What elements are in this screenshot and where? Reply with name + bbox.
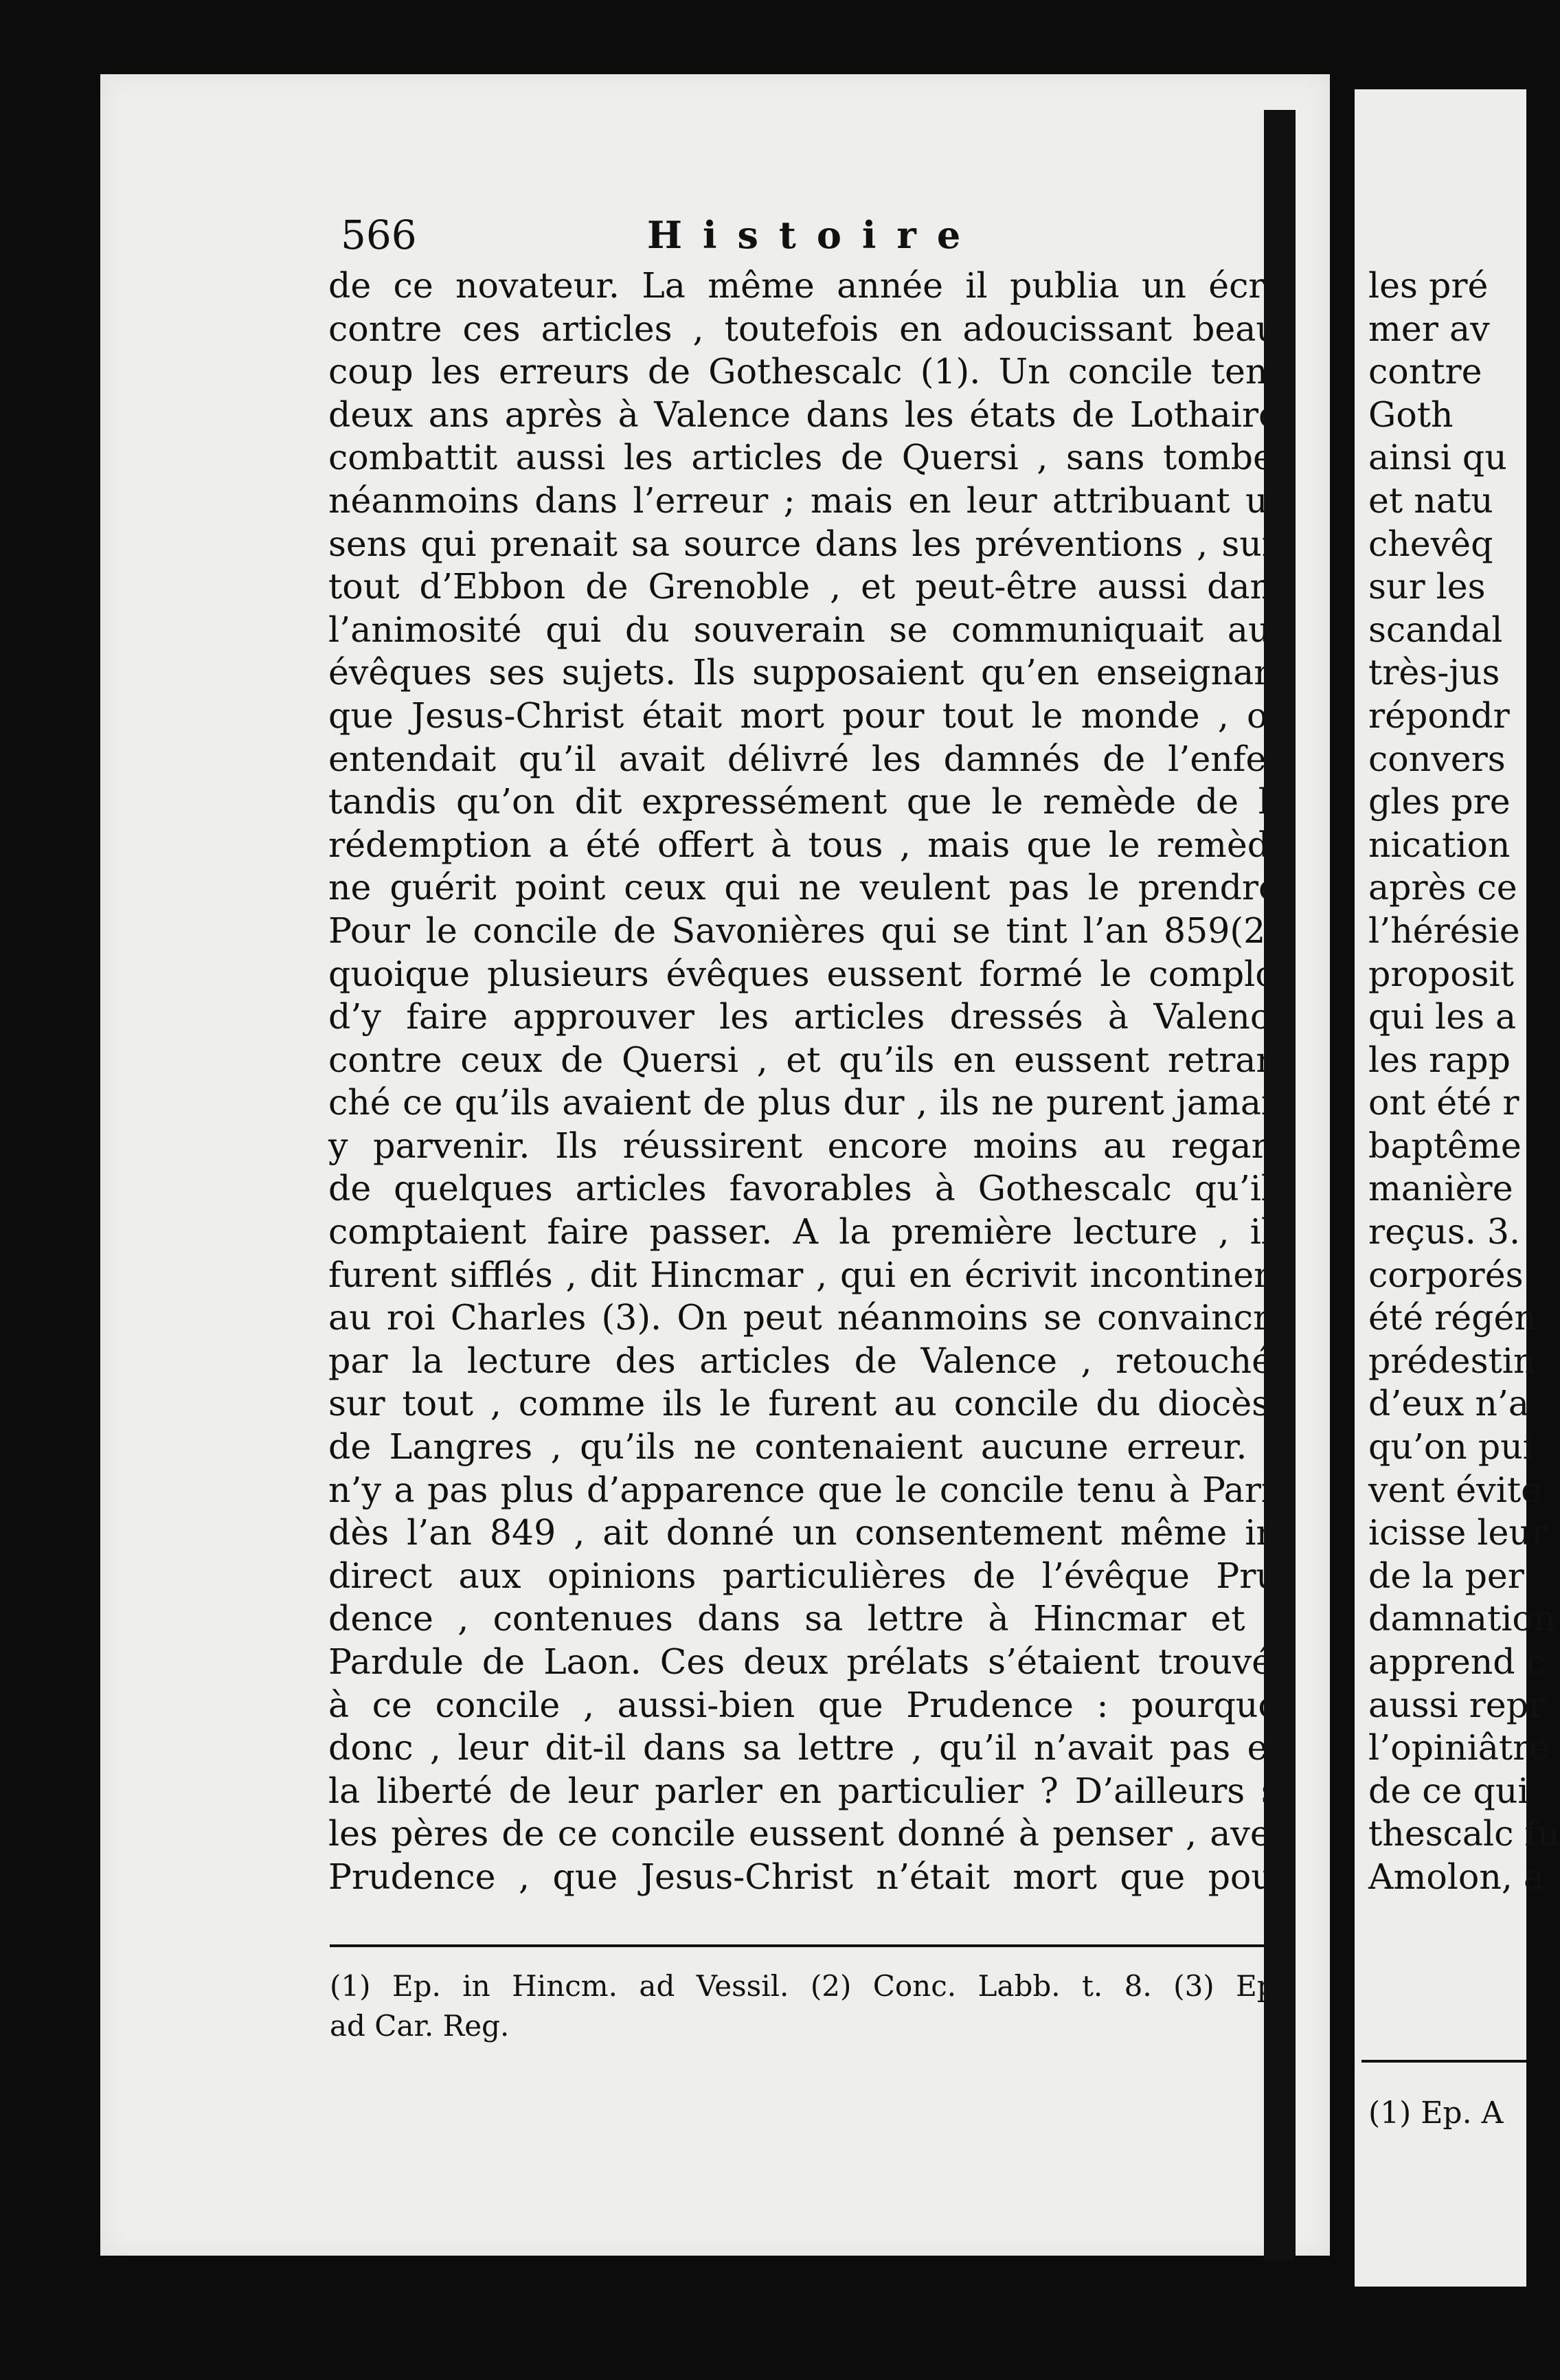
body-text-line: sens qui prenait sa source dans les préventions , sur-: [328, 523, 1290, 564]
body-text-line: deux ans après à Valence dans les états de Lothaire,: [328, 394, 1290, 435]
body-text-line: que Jesus-Christ était mort pour tout le monde , on: [328, 695, 1290, 736]
right-page-line: icisse leur: [1368, 1512, 1548, 1553]
right-page-line: ainsi qu: [1368, 437, 1507, 478]
body-text-line: d’y faire approuver les articles dressés à Valence: [328, 996, 1290, 1037]
right-page-line: de ce qui: [1368, 1770, 1529, 1811]
right-page-line: corporés: [1368, 1254, 1524, 1295]
right-page-line: après ce: [1368, 867, 1517, 908]
right-page-line: de la per: [1368, 1555, 1524, 1596]
right-footnote: (1) Ep. A: [1368, 2096, 1504, 2131]
right-page-line: qu’on pui: [1368, 1426, 1534, 1468]
body-text-line: comptaient faire passer. A la première lecture , ils: [328, 1211, 1290, 1253]
body-text-line: Pardule de Laon. Ces deux prélats s’étaient trouvés: [328, 1641, 1290, 1682]
body-text-line: par la lecture des articles de Valence , retouchés: [328, 1340, 1290, 1381]
right-page-line: Goth: [1368, 394, 1454, 435]
body-text-line: Pour le concile de Savonières qui se tint l’an 859(2),: [328, 910, 1290, 951]
body-text-line: dence , contenues dans sa lettre à Hincmar et à: [328, 1598, 1290, 1639]
right-page-line: convers: [1368, 738, 1506, 779]
body-text-line: contre ces articles , toutefois en adoucissant beau-: [328, 308, 1290, 349]
right-page-line: manière: [1368, 1168, 1513, 1209]
body-text-line: à ce concile , aussi-bien que Prudence : pourquoi: [328, 1684, 1290, 1725]
right-page-line: l’opiniâtre: [1368, 1727, 1550, 1769]
body-text-line: n’y a pas plus d’apparence que le concile tenu à Paris: [328, 1469, 1290, 1510]
body-text-line: entendait qu’il avait délivré les damnés de l’enfer,: [328, 738, 1290, 779]
right-page-line: d’eux n’a: [1368, 1383, 1530, 1424]
body-text-line: néanmoins dans l’erreur ; mais en leur attribuant un: [328, 480, 1290, 521]
running-head: [341, 212, 1289, 267]
right-page-line: ont été r: [1368, 1082, 1519, 1123]
body-text-line: évêques ses sujets. Ils supposaient qu’en enseignant: [328, 652, 1290, 693]
body-text-line: rédemption a été offert à tous , mais que le remède: [328, 824, 1290, 865]
footnote-line: ad Car. Reg.: [330, 2009, 510, 2043]
right-page-line: proposit: [1368, 953, 1514, 994]
footnote-rule: [330, 1944, 1285, 1947]
right-page-line: nication: [1368, 824, 1511, 865]
right-page-line: et natu: [1368, 480, 1493, 521]
right-page-line: répondr: [1368, 695, 1510, 736]
body-text-line: sur tout , comme ils le furent au concile du diocèse: [328, 1383, 1290, 1424]
right-page-line: chevêq: [1368, 523, 1493, 564]
body-text-line: au roi Charles (3). On peut néanmoins se convaincre: [328, 1297, 1290, 1338]
body-text-line: de quelques articles favorables à Gothescalc qu’ils: [328, 1168, 1290, 1209]
right-page-line: thescalc fu: [1368, 1813, 1560, 1854]
right-page-line: vent évite: [1368, 1469, 1542, 1510]
right-page-line: prédestin: [1368, 1340, 1536, 1381]
body-text-line: l’animosité qui du souverain se communiquait aux: [328, 609, 1290, 650]
right-page-line: été régén: [1368, 1297, 1537, 1338]
right-page-line: gles pre: [1368, 781, 1511, 822]
footnote-line: (1) Ep. in Hincm. ad Vessil. (2) Conc. Labb. t. 8. (3) Ep.: [330, 1969, 1285, 2003]
right-page-line: contre: [1368, 351, 1482, 392]
footnotes: [330, 1966, 1285, 2046]
right-page-line: mer av: [1368, 308, 1490, 349]
right-page-line: très-jus: [1368, 652, 1500, 693]
body-text-line: tandis qu’on dit expressément que le remède de la: [328, 781, 1290, 822]
body-text-line: de ce novateur. La même année il publia un écrit: [328, 265, 1290, 306]
body-text-line: combattit aussi les articles de Quersi , sans tomber: [328, 437, 1290, 478]
body-text-line: donc , leur dit-il dans sa lettre , qu’il n’avait pas eu: [328, 1727, 1290, 1769]
body-text-line: direct aux opinions particulières de l’évêque Pru-: [328, 1555, 1290, 1596]
body-text-line: tout d’Ebbon de Grenoble , et peut-être aussi dans: [328, 566, 1290, 607]
body-text-line: y parvenir. Ils réussirent encore moins au regard: [328, 1125, 1290, 1166]
body-text-line: Prudence , que Jesus-Christ n’était mort que pour: [328, 1856, 1290, 1897]
body-text-line: quoique plusieurs évêques eussent formé le complot: [328, 953, 1290, 994]
body-text: [328, 265, 1290, 1899]
right-page-line: qui les a: [1368, 996, 1517, 1037]
right-page-line: l’hérésie: [1368, 910, 1520, 951]
body-text-line: dès l’an 849 , ait donné un consentement même in-: [328, 1512, 1290, 1553]
body-text-line: furent sifflés , dit Hincmar , qui en écrivit incontinent: [328, 1254, 1290, 1295]
right-page-line: Amolon, a: [1368, 1856, 1545, 1897]
page-number: 566: [341, 212, 417, 258]
right-page-line: aussi repr: [1368, 1684, 1546, 1725]
right-page-line: scandal: [1368, 609, 1503, 650]
body-text-line: ché ce qu’ils avaient de plus dur , ils ne purent jamais: [328, 1082, 1290, 1123]
right-footnote-rule: [1361, 2060, 1526, 2063]
right-page-line: sur les: [1368, 566, 1486, 607]
right-page: [1355, 89, 1560, 2287]
right-page-line: apprend c: [1368, 1641, 1546, 1682]
body-text-line: la liberté de leur parler en particulier ? D’ailleurs si: [328, 1770, 1290, 1811]
right-page-line: reçus. 3.: [1368, 1211, 1521, 1253]
body-text-line: coup les erreurs de Gothescalc (1). Un concile tenu: [328, 351, 1290, 392]
right-page-line: damnation: [1368, 1598, 1556, 1639]
body-text-line: les pères de ce concile eussent donné à penser , avec: [328, 1813, 1290, 1854]
right-page-text: [1368, 265, 1560, 1899]
body-text-line: de Langres , qu’ils ne contenaient aucune erreur. Il: [328, 1426, 1290, 1468]
body-text-line: contre ceux de Quersi , et qu’ils en eussent retran-: [328, 1039, 1290, 1080]
body-text-line: ne guérit point ceux qui ne veulent pas le prendre.: [328, 867, 1290, 908]
right-page-line: les pré: [1368, 265, 1489, 306]
running-head-title: Histoire: [647, 213, 982, 257]
right-page-line: les rapp: [1368, 1039, 1511, 1080]
right-page-line: baptême: [1368, 1125, 1522, 1166]
